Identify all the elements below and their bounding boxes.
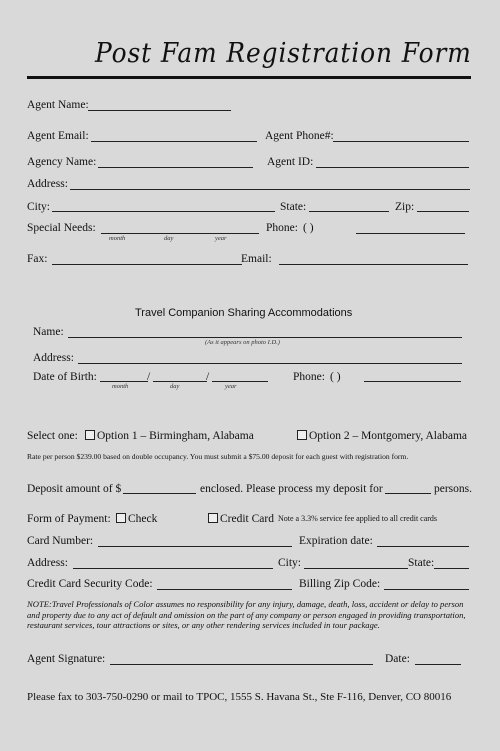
city-field[interactable] [52,211,275,212]
option-1-label: Option 1 – Birmingham, Alabama [97,430,254,442]
dob-slash-1: / [147,371,151,383]
fax-field[interactable] [52,264,242,265]
companion-address-label: Address: [33,352,74,364]
check-label: Check [128,513,158,525]
mail-instructions: Please fax to 303-750-0290 or mail to TPOC, 1555 S. Havana St., Ste F-116, Denver, CO 80016 [27,691,452,703]
photo-id-hint: (As it appears on photo I.D.) [205,339,280,346]
agent-phone-field[interactable] [333,141,469,142]
dob-month-field[interactable] [100,381,148,382]
companion-name-label: Name: [33,326,64,338]
title-rule [27,76,471,79]
dob-slash-2: / [206,371,210,383]
check-option[interactable] [116,512,157,526]
agency-name-label: Agency Name: [27,156,97,168]
expiration-field[interactable] [377,546,469,547]
signature-date-label: Date: [385,653,410,665]
agent-phone-label: Agent Phone#: [265,130,334,142]
billing-state-field[interactable] [434,568,469,569]
agent-name-label: Agent Name: [27,99,89,111]
option-1-checkbox[interactable] [85,430,95,440]
year-hint: year [215,235,227,242]
special-needs-label: Special Needs: [27,222,96,234]
billing-address-field[interactable] [73,568,273,569]
phone-field[interactable] [356,233,465,234]
city-label: City: [27,201,51,213]
option-2-label: Option 2 – Montgomery, Alabama [309,430,467,442]
agent-id-label: Agent ID: [267,156,314,168]
agent-email-label: Agent Email: [27,130,89,142]
option-2-checkbox[interactable] [297,430,307,440]
zip-label: Zip: [395,201,415,213]
card-number-label: Card Number: [27,535,94,547]
option-1[interactable] [85,429,254,443]
dob-label: Date of Birth: [33,371,97,383]
agent-name-field[interactable] [88,110,231,111]
expiration-label: Expiration date: [299,535,373,547]
card-number-field[interactable] [98,546,292,547]
companion-address-field[interactable] [78,363,462,364]
agency-name-field[interactable] [98,167,253,168]
day-hint: day [164,235,174,242]
email-field[interactable] [279,264,468,265]
dob-month-hint: month [112,383,129,390]
billing-state-label: State: [408,557,435,569]
select-one-label: Select one: [27,430,78,442]
form-title: Post Fam Registration Form [95,38,472,69]
billing-address-label: Address: [27,557,68,569]
fee-note: Note a 3.3% service fee applied to all credit cards [278,514,438,523]
agent-id-field[interactable] [316,167,469,168]
address-label: Address: [27,178,68,190]
phone-label: Phone: [266,222,298,234]
signature-label: Agent Signature: [27,653,106,665]
disclaimer-note: NOTE:Travel Professionals of Color assumes no responsibility for any injury, damage, death, loss, accident or delay to person and property due to any act of default and omission on the part of any company or person engaged in providing transportation, restaurant services, tour attractions or sites, or any other rendering services included in tour package. [27,599,466,630]
dob-year-field[interactable] [212,381,268,382]
credit-card-label: Credit Card [220,513,274,525]
email-label: Email: [241,253,272,265]
agent-email-field[interactable] [91,141,257,142]
billing-city-field[interactable] [304,568,408,569]
security-code-label: Credit Card Security Code: [27,578,153,590]
option-2[interactable] [297,429,467,443]
signature-field[interactable] [110,664,373,665]
dob-year-hint: year [225,383,237,390]
companion-name-field[interactable] [68,337,462,338]
deposit-amount-field[interactable] [123,493,196,494]
special-needs-field[interactable] [101,233,259,234]
billing-zip-field[interactable] [384,589,469,590]
payment-label: Form of Payment: [27,513,111,525]
address-field[interactable] [70,189,470,190]
billing-city-label: City: [278,557,302,569]
security-code-field[interactable] [157,589,292,590]
credit-card-option[interactable] [208,512,274,526]
fax-label: Fax: [27,253,48,265]
companion-phone-parens[interactable]: ( ) [330,371,341,383]
state-field[interactable] [309,211,389,212]
month-hint: month [109,235,126,242]
zip-field[interactable] [417,211,469,212]
rate-note: Rate per person $239.00 based on double occupancy. You must submit a $75.00 deposit for each guest with registration form. [27,452,409,461]
billing-zip-label: Billing Zip Code: [299,578,381,590]
persons-label: persons. [434,483,473,495]
companion-phone-field[interactable] [364,381,461,382]
companion-phone-label: Phone: [293,371,325,383]
state-label: State: [280,201,307,213]
dob-day-hint: day [170,383,180,390]
dob-day-field[interactable] [153,381,207,382]
phone-area-parens[interactable]: ( ) [303,222,314,234]
deposit-prefix: Deposit amount of $ [27,483,122,495]
persons-count-field[interactable] [385,493,431,494]
companion-heading: Travel Companion Sharing Accommodations [135,307,353,319]
check-checkbox[interactable] [116,513,126,523]
credit-card-checkbox[interactable] [208,513,218,523]
signature-date-field[interactable] [415,664,461,665]
deposit-enclosed-text: enclosed. Please process my deposit for [200,483,383,495]
